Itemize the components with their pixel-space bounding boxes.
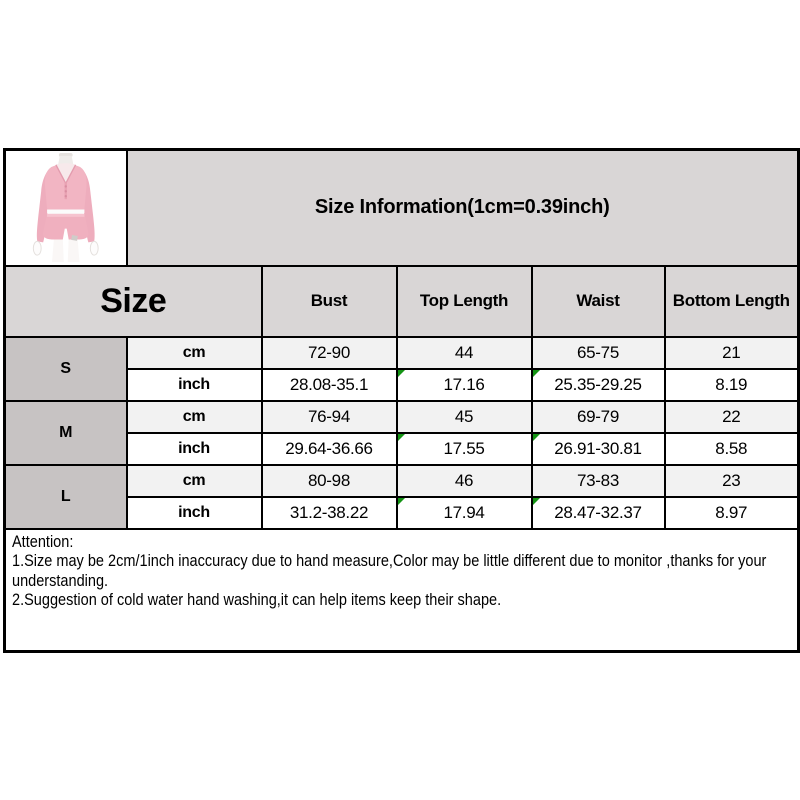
value-bust: 72-90 xyxy=(262,337,397,369)
unit-label: cm xyxy=(127,465,262,497)
size-label-l: L xyxy=(5,465,127,529)
value-top-length: 17.55 xyxy=(397,433,532,465)
attention-note-1: 1.Size may be 2cm/1inch inaccuracy due to hand measure,Color may be little different due to monitor ,thanks for your xyxy=(12,552,767,570)
unit-label: inch xyxy=(127,497,262,529)
size-column-header: Size xyxy=(5,266,262,337)
size-label-s: S xyxy=(5,337,127,401)
value-bottom-length: 8.19 xyxy=(665,369,799,401)
table-row-m-cm xyxy=(5,401,799,433)
column-header-top-length: Top Length xyxy=(397,266,532,337)
value-top-length: 46 xyxy=(397,465,532,497)
value-bust: 80-98 xyxy=(262,465,397,497)
unit-label: cm xyxy=(127,337,262,369)
size-label-m: M xyxy=(5,401,127,465)
attention-note-1-cont: understanding. xyxy=(12,571,109,590)
table-row-s-cm xyxy=(5,337,799,369)
column-header-bust: Bust xyxy=(262,266,397,337)
column-header-bottom-length: Bottom Length xyxy=(665,266,799,337)
value-waist: 28.47-32.37 xyxy=(532,497,665,529)
unit-label: inch xyxy=(127,433,262,465)
size-table xyxy=(3,148,800,653)
value-bottom-length: 22 xyxy=(665,401,799,433)
unit-label: cm xyxy=(127,401,262,433)
product-photo-illustration xyxy=(6,152,126,264)
value-bust: 28.08-35.1 xyxy=(262,369,397,401)
value-bottom-length: 8.97 xyxy=(665,497,799,529)
value-top-length: 44 xyxy=(397,337,532,369)
size-information-title: Size Information(1cm=0.39inch) xyxy=(127,150,799,266)
attention-heading: Attention: xyxy=(12,532,74,551)
product-photo xyxy=(5,150,127,266)
value-waist: 25.35-29.25 xyxy=(532,369,665,401)
value-waist: 65-75 xyxy=(532,337,665,369)
column-header-waist: Waist xyxy=(532,266,665,337)
value-bottom-length: 8.58 xyxy=(665,433,799,465)
attention-notes xyxy=(5,529,799,652)
value-bust: 29.64-36.66 xyxy=(262,433,397,465)
value-top-length: 17.94 xyxy=(397,497,532,529)
unit-label: inch xyxy=(127,369,262,401)
value-waist: 73-83 xyxy=(532,465,665,497)
value-waist: 26.91-30.81 xyxy=(532,433,665,465)
value-waist: 69-79 xyxy=(532,401,665,433)
value-top-length: 45 xyxy=(397,401,532,433)
value-bottom-length: 21 xyxy=(665,337,799,369)
value-top-length: 17.16 xyxy=(397,369,532,401)
attention-note-2: 2.Suggestion of cold water hand washing,it can help items keep their shape. xyxy=(12,591,502,609)
value-bottom-length: 23 xyxy=(665,465,799,497)
value-bust: 31.2-38.22 xyxy=(262,497,397,529)
value-bust: 76-94 xyxy=(262,401,397,433)
table-row-l-cm xyxy=(5,465,799,497)
